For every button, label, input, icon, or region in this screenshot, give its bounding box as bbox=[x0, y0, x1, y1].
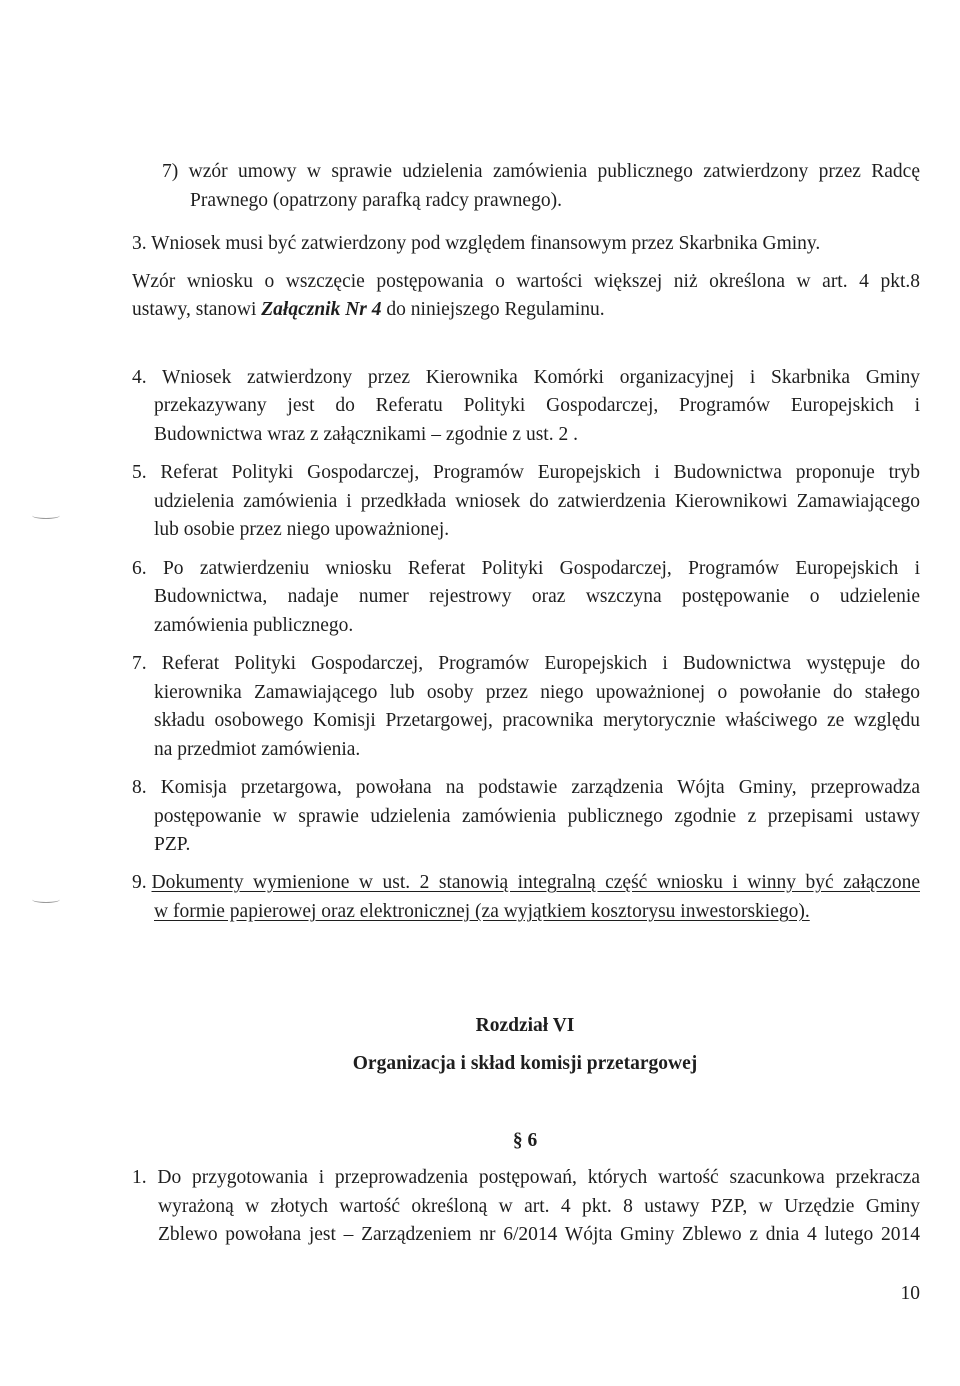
scan-mark bbox=[32, 896, 60, 903]
item6-line3: zamówienia publicznego. bbox=[154, 615, 354, 636]
item7-line2: Prawnego (opatrzony parafką radcy prawnego). bbox=[190, 190, 562, 211]
item5-line3: lub osobie przez niego upoważnionej. bbox=[154, 519, 450, 540]
item5-line1: 5. Referat Polityki Gospodarczej, Programów Europejskich i Budownictwa proponuje tryb bbox=[132, 462, 920, 483]
item3-line3 bbox=[132, 298, 605, 322]
item3-line3-post: do niniejszego Regulaminu. bbox=[381, 299, 605, 320]
item3-line3-pre: ustawy, stanowi bbox=[132, 299, 262, 320]
item7b-line1: 7. Referat Polityki Gospodarczej, Programów Europejskich i Budownictwa występuje do bbox=[132, 653, 920, 674]
attachment-reference: Załącznik Nr 4 bbox=[261, 299, 382, 320]
item9-line2: w formie papierowej oraz elektronicznej (za wyjątkiem kosztorysu inwestorskiego). bbox=[154, 901, 810, 922]
scan-mark bbox=[32, 512, 60, 519]
item9-line1 bbox=[132, 871, 920, 895]
item4-line1: 4. Wniosek zatwierdzony przez Kierownika Komórki organizacyjnej i Skarbnika Gminy bbox=[132, 367, 920, 388]
item7b-line3: składu osobowego Komisji Przetargowej, pracownika merytorycznie właściwego ze względu bbox=[154, 710, 920, 731]
section-item1-line3: Zblewo powołana jest – Zarządzeniem nr 6/2014 Wójta Gminy Zblewo z dnia 4 lutego 2014 bbox=[158, 1224, 920, 1245]
item3-line1: 3. Wniosek musi być zatwierdzony pod względem finansowym przez Skarbnika Gminy. bbox=[132, 233, 821, 254]
item6-line1: 6. Po zatwierdzeniu wniosku Referat Polityki Gospodarczej, Programów Europejskich i bbox=[132, 558, 920, 579]
item7-line1: 7) wzór umowy w sprawie udzielenia zamówienia publicznego zatwierdzony przez Radcę bbox=[162, 161, 920, 182]
page-number: 10 bbox=[900, 1283, 920, 1304]
item6-line2: Budownictwa, nadaje numer rejestrowy oraz wszczyna postępowanie o udzielenie bbox=[154, 586, 920, 607]
chapter-subtitle: Organizacja i skład komisji przetargowej bbox=[352, 1053, 698, 1074]
item4-line3: Budownictwa wraz z załącznikami – zgodnie z ust. 2 . bbox=[154, 424, 578, 445]
item5-line2: udzielenia zamówienia i przedkłada wniosek do zatwierdzenia Kierownikowi Zamawiającego bbox=[154, 491, 920, 512]
item8-line1: 8. Komisja przetargowa, powołana na podstawie zarządzenia Wójta Gminy, przeprowadza bbox=[132, 777, 920, 798]
item8-line2: postępowanie w sprawie udzielenia zamówienia publicznego zgodnie z przepisami ustawy bbox=[154, 806, 920, 827]
item7b-line2: kierownika Zamawiającego lub osoby przez niego upoważnionej o powołanie do stałego bbox=[154, 682, 920, 703]
item9-line1-text: Dokumenty wymienione w ust. 2 stanowią integralną część wniosku i winny być załączone bbox=[151, 872, 920, 893]
item7b-line4: na przedmiot zamówienia. bbox=[154, 739, 361, 760]
chapter-title: Rozdział VI bbox=[475, 1015, 575, 1036]
item3-line2: Wzór wniosku o wszczęcie postępowania o wartości większej niż określona w art. 4 pkt.8 bbox=[132, 271, 920, 292]
item9-number: 9. bbox=[132, 872, 152, 893]
section-mark: § 6 bbox=[512, 1130, 538, 1151]
item4-line2: przekazywany jest do Referatu Polityki Gospodarczej, Programów Europejskich i bbox=[154, 395, 920, 416]
section-item1-line1: 1. Do przygotowania i przeprowadzenia postępowań, których wartość szacunkowa przekracza bbox=[132, 1167, 920, 1188]
section-item1-line2: wyrażoną w złotych wartość określoną w art. 4 pkt. 8 ustawy PZP, w Urzędzie Gminy bbox=[158, 1196, 920, 1217]
item8-line3: PZP. bbox=[154, 834, 191, 855]
